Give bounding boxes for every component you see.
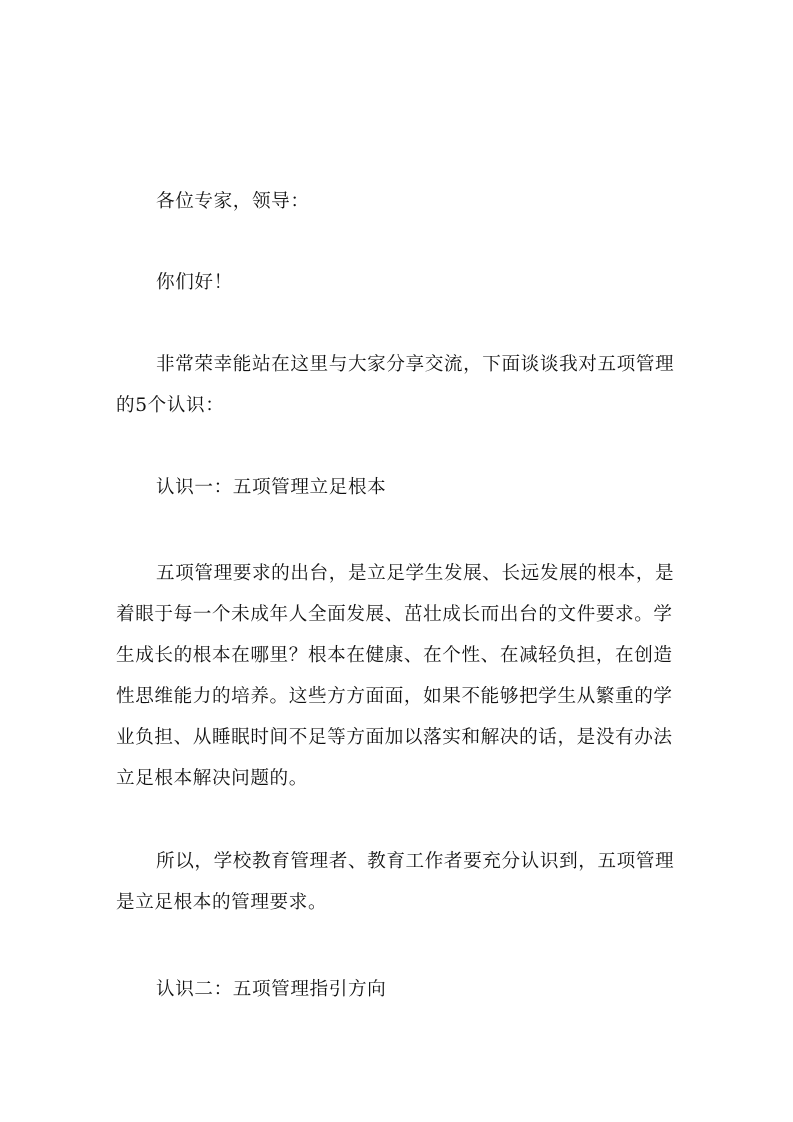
section-1-paragraph-2: 所以，学校教育管理者、教育工作者要充分认识到，五项管理是立足根本的管理要求。	[116, 851, 675, 913]
salutation-line: 你们好！	[156, 272, 233, 293]
section-1-heading: 认识一：五项管理立足根本	[156, 477, 387, 498]
section-2-heading: 认识二：五项管理指引方向	[156, 979, 387, 1000]
greeting-line: 各位专家，领导：	[156, 191, 310, 212]
intro-paragraph: 非常荣幸能站在这里与大家分享交流，下面谈谈我对五项管理的5个认识：	[116, 354, 675, 416]
section-1-paragraph-1: 五项管理要求的出台，是立足学生发展、长远发展的根本，是着眼于每一个未成年人全面发展、茁壮成长而出台的文件要求。学生成长的根本在哪里？根本在健康、在个性、在减轻负担，在创造性思维能力的培养。这些方方面面，如果不能够把学生从繁重的学业负担、从睡眠时间不足等方面加以落实和解决的话，是没有办法立足根本解决问题的。	[116, 563, 675, 789]
